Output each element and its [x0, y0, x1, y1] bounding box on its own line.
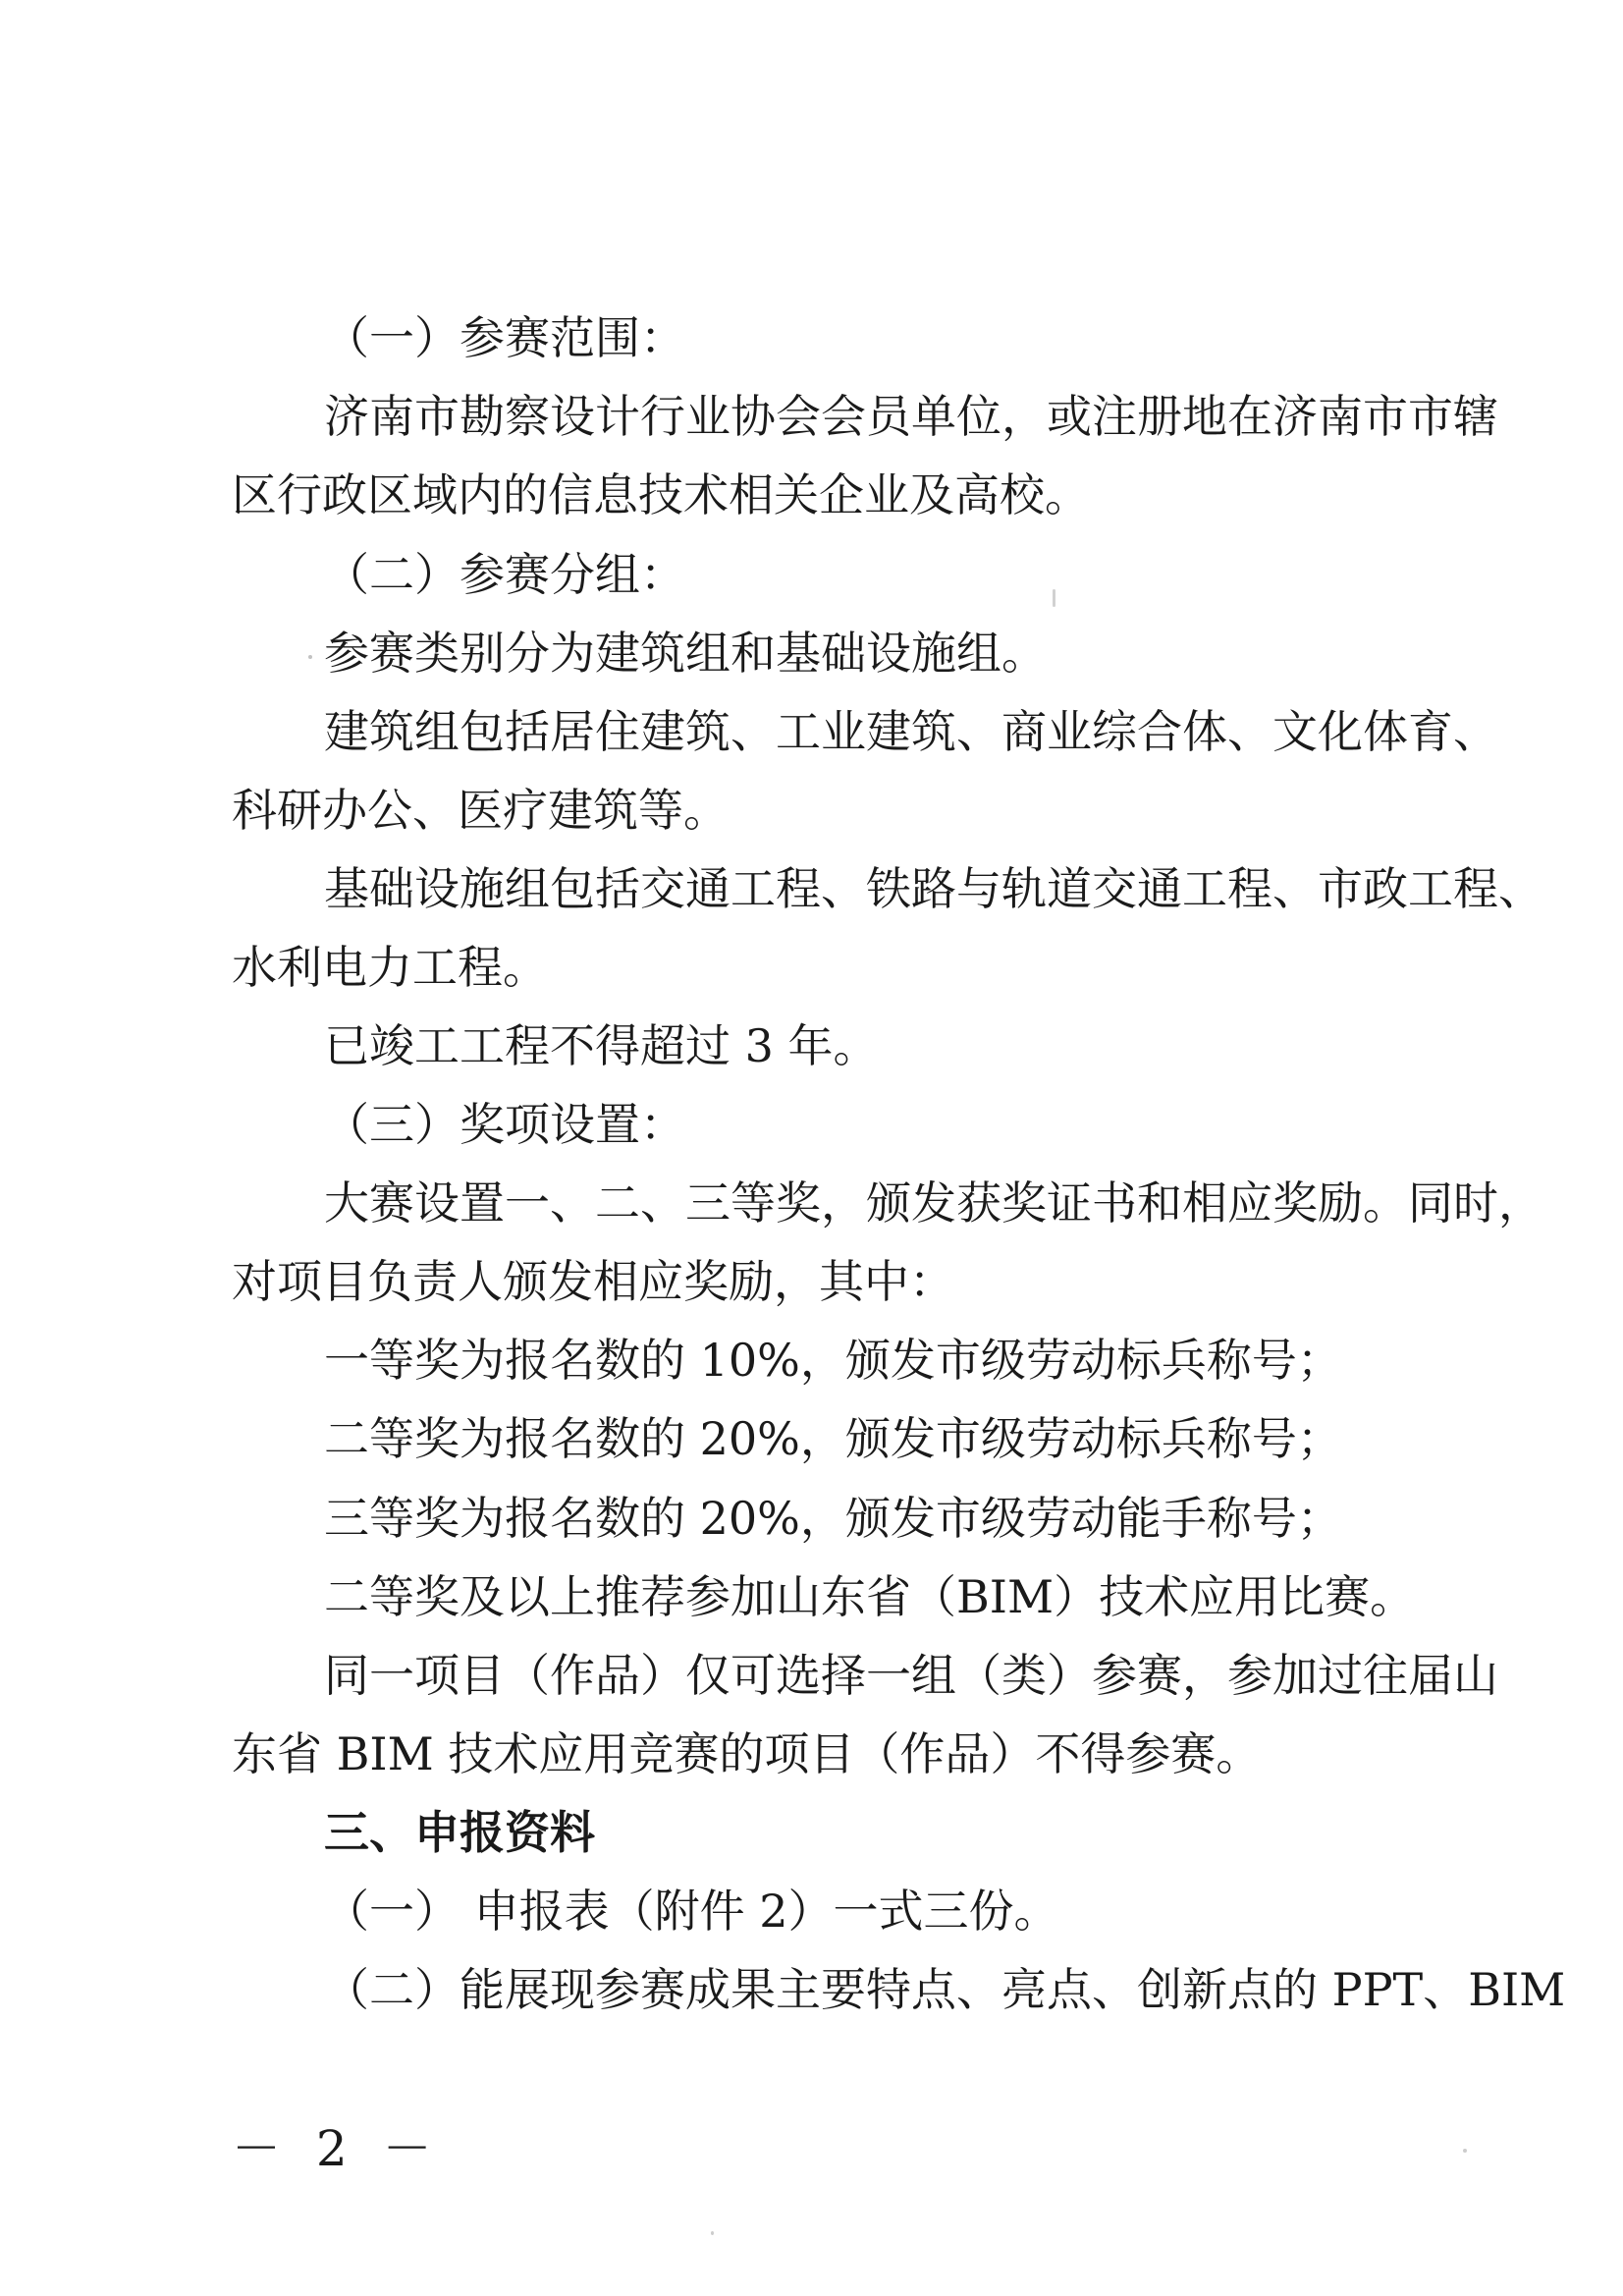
paragraph-line: 区行政区域内的信息技术相关企业及高校。 — [232, 468, 1090, 521]
paragraph-line: 已竣工工程不得超过 3 年。 — [324, 1019, 879, 1072]
paragraph-line: 大赛设置一、二、三等奖，颁发获奖证书和相应奖励。同时， — [324, 1176, 1543, 1230]
paragraph-line: （二）能展现参赛成果主要特点、亮点、创新点的 PPT、BIM — [324, 1963, 1566, 2016]
subheading-groups: （二）参赛分组： — [324, 548, 685, 601]
paragraph-line: 参赛类别分为建筑组和基础设施组。 — [324, 627, 1047, 680]
list-item: 三等奖为报名数的 20%，颁发市级劳动能手称号； — [324, 1492, 1342, 1545]
scan-speck — [308, 655, 312, 659]
paragraph-line: 建筑组包括居住建筑、工业建筑、商业综合体、文化体育、 — [324, 705, 1498, 758]
page-number: － 2 － — [232, 2120, 442, 2177]
paragraph-line: 科研办公、医疗建筑等。 — [232, 784, 729, 837]
paragraph-line: 同一项目（作品）仅可选择一组（类）参赛，参加过往届山 — [324, 1649, 1498, 1702]
scan-speck — [1053, 589, 1055, 607]
list-item: 二等奖为报名数的 20%，颁发市级劳动标兵称号； — [324, 1412, 1342, 1465]
list-item: 一等奖为报名数的 10%，颁发市级劳动标兵称号； — [324, 1334, 1342, 1387]
paragraph-line: 济南市勘察设计行业协会会员单位，或注册地在济南市市辖 — [324, 390, 1498, 443]
paragraph-line: 二等奖及以上推荐参加山东省（BIM）技术应用比赛。 — [324, 1570, 1416, 1623]
paragraph-line: 水利电力工程。 — [232, 941, 548, 994]
paragraph-line: 东省 BIM 技术应用竞赛的项目（作品）不得参赛。 — [232, 1727, 1262, 1780]
subheading-awards: （三）奖项设置： — [324, 1098, 685, 1151]
list-item: （一） 申报表（附件 2）一式三份。 — [324, 1885, 1059, 1938]
scan-speck — [1463, 2149, 1467, 2153]
paragraph-line: 基础设施组包括交通工程、铁路与轨道交通工程、市政工程、 — [324, 862, 1543, 915]
scan-speck — [711, 2231, 714, 2235]
section-heading: 三、申报资料 — [324, 1806, 595, 1859]
subheading-scope: （一）参赛范围： — [324, 311, 685, 364]
paragraph-line: 对项目负责人颁发相应奖励，其中： — [232, 1255, 954, 1308]
